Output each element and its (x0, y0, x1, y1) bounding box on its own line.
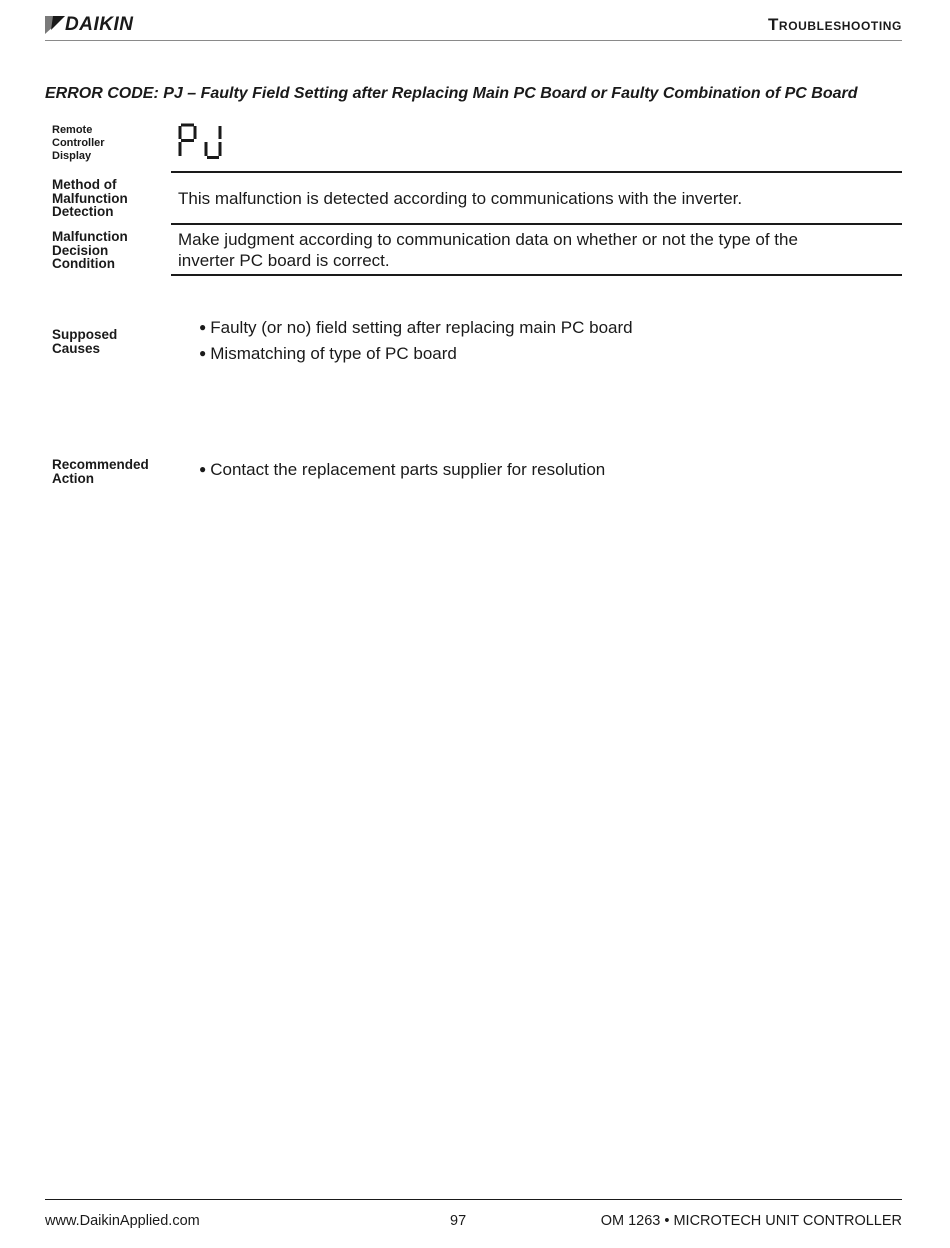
label-line: Method of (52, 177, 117, 192)
label-line: Action (52, 470, 94, 486)
label-decision-condition (52, 230, 128, 271)
error-code-title: ERROR CODE: PJ – Faulty Field Setting after Replacing Main PC Board or Faulty Combination of PC Board (45, 85, 858, 102)
causes-list (199, 315, 633, 366)
bullet-icon: ● (199, 320, 207, 334)
list-item (199, 341, 633, 367)
cause-text: Faulty (or no) field setting after replacing main PC board (210, 318, 633, 337)
bullet-icon: ● (199, 462, 207, 476)
action-text: Contact the replacement parts supplier for resolution (210, 460, 606, 479)
label-line: Recommended (52, 457, 149, 472)
label-line: Condition (52, 256, 115, 271)
section-title: Troubleshooting (767, 15, 902, 34)
footer-website: www.DaikinApplied.com (45, 1213, 200, 1229)
cause-text: Mismatching of type of PC board (210, 343, 457, 363)
header-divider (45, 40, 902, 41)
seven-segment-pj-icon (176, 122, 236, 162)
label-line: Decision (52, 242, 109, 258)
label-line: Malfunction (52, 229, 128, 244)
label-recommended-action (52, 458, 149, 485)
label-line: Causes (52, 340, 101, 356)
decision-text (178, 229, 878, 271)
table-rule (171, 223, 902, 225)
label-method-of-detection (52, 178, 128, 219)
footer-page-number: 97 (450, 1213, 467, 1229)
decision-text-line: inverter PC board is correct. (178, 251, 390, 270)
label-line: Malfunction (52, 190, 128, 206)
footer-divider (45, 1199, 902, 1200)
label-line: Supposed (52, 327, 118, 342)
table-rule (171, 274, 902, 276)
table-rule (171, 171, 902, 173)
decision-text-line: Make judgment according to communication data on whether or not the type of the (178, 230, 798, 249)
label-line: Remote (52, 124, 93, 136)
list-item (199, 315, 633, 341)
bullet-icon: ● (199, 345, 207, 360)
label-line: Controller (52, 137, 105, 149)
label-line: Detection (52, 204, 114, 219)
label-supposed-causes (52, 328, 117, 355)
daikin-logo (45, 14, 165, 38)
list-item (199, 457, 605, 483)
method-text: This malfunction is detected according to communications with the inverter. (178, 189, 743, 208)
footer-doc-id: OM 1263 • MICROTECH UNIT CONTROLLER (600, 1213, 902, 1229)
logo-triangle-icon (45, 14, 67, 36)
action-list (199, 457, 605, 483)
label-line: Display (52, 150, 92, 162)
brand-name: DAIKIN (65, 14, 134, 35)
seven-segment-code-display (176, 122, 236, 162)
label-remote-controller-display (52, 124, 105, 163)
